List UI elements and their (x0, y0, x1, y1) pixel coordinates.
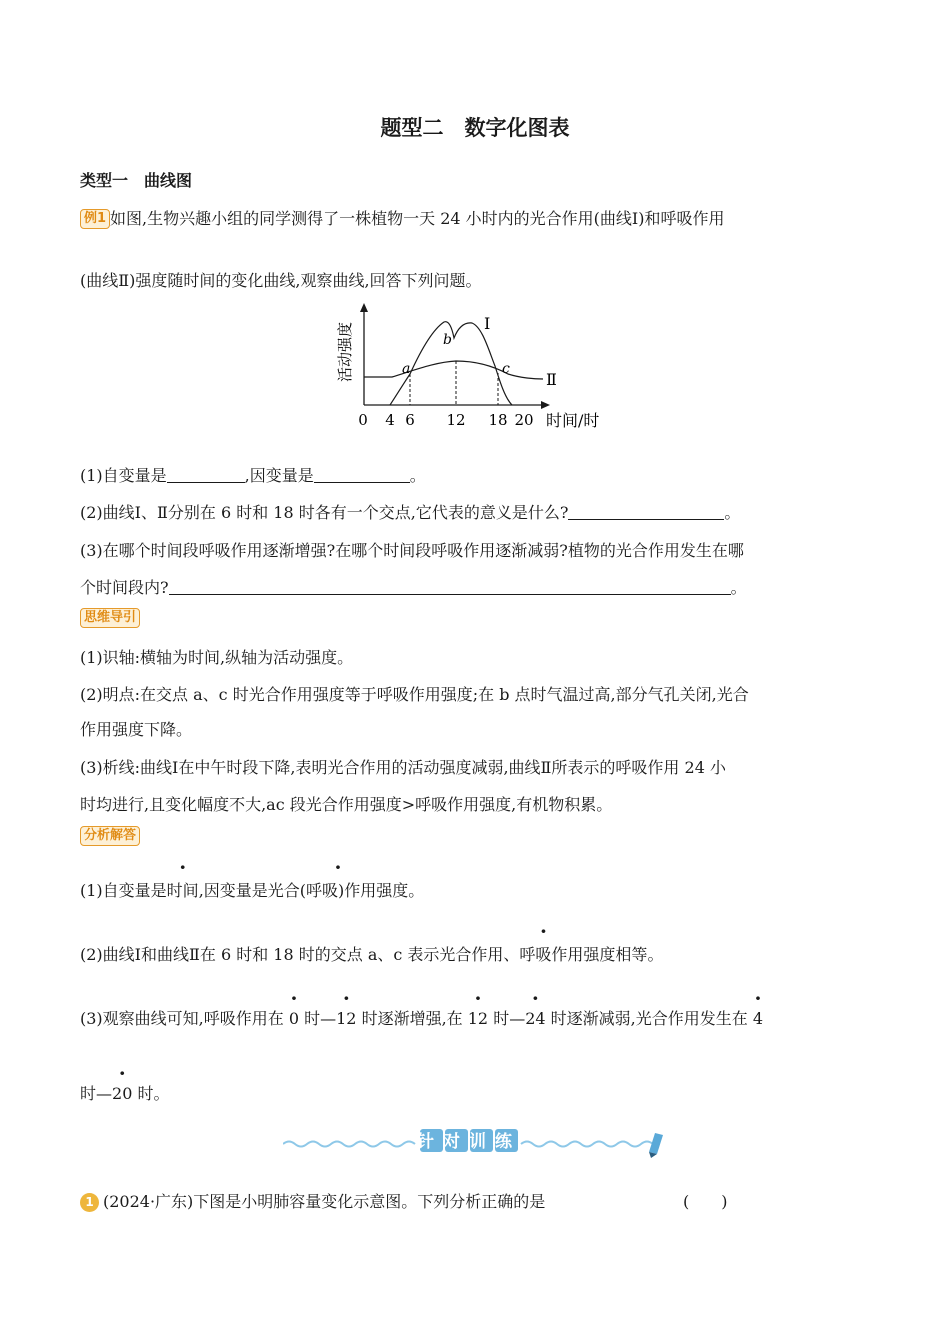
answer-2 (80, 942, 663, 965)
tick-label: 6 (405, 411, 415, 429)
a3-key: · 4 (753, 1009, 763, 1028)
a3-key: · 20 (112, 1084, 132, 1103)
a3-pre: (3)观察曲线可知,呼吸作用在 (80, 1009, 289, 1028)
guide-p2-line-2: 作用强度下降。 (80, 720, 193, 739)
a3-key: · 12 (336, 1009, 356, 1028)
q2-blank[interactable] (568, 503, 724, 520)
answer-1 (80, 878, 424, 901)
x-axis-arrow (541, 401, 550, 409)
a3-text: 时— (488, 1009, 526, 1028)
section-heading: 类型一 曲线图 (80, 171, 193, 190)
x-axis-label: 时间/时 (546, 411, 600, 430)
q1-blank-2[interactable] (314, 466, 410, 483)
a1-key-2: · 光合(呼吸)作用强度 (268, 878, 409, 901)
tick-label: 18 (488, 411, 508, 429)
a1-mid: ,因变量是 (198, 881, 268, 900)
guide-badge: 思维导引 (80, 608, 140, 628)
tick-label: 4 (385, 411, 395, 429)
answer-3-line-2 (80, 1081, 169, 1104)
a2-key: · 光合作用、呼吸作用强度相等 (439, 942, 647, 965)
a3-text: 时— (299, 1009, 337, 1028)
a1-end: 。 (408, 881, 425, 900)
a3-key: · 0 (289, 1009, 299, 1028)
example-text-1: 如图,生物兴趣小组的同学测得了一株植物一天 24 小时内的光合作用(曲线Ⅰ)和呼吸作用 (110, 209, 725, 228)
answer-3-line-1 (80, 1006, 763, 1029)
curve-2-label: Ⅱ (546, 370, 557, 389)
answer-badge-row (80, 826, 140, 846)
q2-text: (2)曲线Ⅰ、Ⅱ分别在 6 时和 18 时各有一个交点,它代表的意义是什么? (80, 503, 569, 522)
point-c-label: c (502, 361, 510, 377)
activity-curve-diagram (330, 300, 630, 435)
guide-p3-line-1: (3)析线:曲线Ⅰ在中午时段下降,表明光合作用的活动强度减弱,曲线Ⅱ所表示的呼吸作用 24 小 (80, 758, 726, 777)
guide-p1: (1)识轴:横轴为时间,纵轴为活动强度。 (80, 648, 354, 667)
curve-1-label: Ⅰ (484, 314, 491, 333)
tick-label: 20 (514, 411, 534, 429)
question-3-line-1: (3)在哪个时间段呼吸作用逐渐增强?在哪个时间段呼吸作用逐渐减弱?植物的光合作用发生在哪 (80, 541, 744, 560)
wave-right (521, 1142, 653, 1147)
tick-label: 0 (358, 411, 368, 429)
q2-end: 。 (724, 503, 741, 522)
page-title: 题型二 数字化图表 (380, 116, 570, 140)
answer-badge: 分析解答 (80, 826, 140, 846)
q3-text: 个时间段内? (80, 578, 169, 597)
practice-banner (283, 1124, 673, 1158)
curve-2-respiration (364, 361, 543, 379)
q3-blank[interactable] (169, 578, 731, 595)
q1-text-b: ,因变量是 (244, 466, 314, 485)
pencil-icon (649, 1133, 663, 1158)
a3-text: 时逐渐减弱,光合作用发生在 (545, 1009, 753, 1028)
q1-text-a: (1)自变量是 (80, 466, 167, 485)
a3-key: · 12 (468, 1009, 488, 1028)
a3-text: 时。 (132, 1084, 170, 1103)
point-a-label: a (402, 361, 411, 377)
question-3-line-2 (80, 575, 747, 598)
a2-end: 。 (647, 945, 664, 964)
banner-title: 针对训练 (417, 1132, 521, 1152)
question-2 (80, 500, 740, 523)
y-axis-label: 活动强度 (336, 321, 354, 383)
a1-key-1: 时间 (166, 881, 199, 900)
guide-p3-line-2: 时均进行,且变化幅度不大,ac 段光合作用强度>呼吸作用强度,有机物积累。 (80, 795, 613, 814)
guide-badge-row (80, 608, 140, 628)
question-number-badge: 1 (80, 1193, 99, 1212)
practice-question-text: (2024·广东)下图是小明肺容量变化示意图。下列分析正确的是 (103, 1192, 546, 1211)
answer-paren[interactable]: ( ) (683, 1192, 728, 1211)
example-badge: 例1 (80, 209, 110, 229)
example-line-2: (曲线Ⅱ)强度随时间的变化曲线,观察曲线,回答下列问题。 (80, 271, 482, 290)
a1-pre: (1)自变量是 (80, 881, 167, 900)
q1-blank-1[interactable] (167, 466, 245, 483)
y-axis-arrow (360, 303, 368, 312)
q3-end: 。 (730, 578, 747, 597)
example-line-1 (80, 206, 724, 229)
a3-text: 时逐渐增强,在 (356, 1009, 468, 1028)
a3-key: · 24 (525, 1009, 545, 1028)
practice-question-1 (80, 1189, 545, 1212)
q1-end: 。 (409, 466, 426, 485)
point-b-label: b (443, 332, 452, 348)
a2-pre: (2)曲线Ⅰ和曲线Ⅱ在 6 时和 18 时的交点 a、c 表示 (80, 945, 440, 964)
question-1 (80, 463, 426, 486)
tick-label: 12 (446, 411, 466, 429)
guide-p2-line-1: (2)明点:在交点 a、c 时光合作用强度等于呼吸作用强度;在 b 点时气温过高,部分气孔关闭,光合 (80, 685, 749, 704)
a3-text: 时— (80, 1084, 113, 1103)
wave-left (283, 1142, 415, 1147)
